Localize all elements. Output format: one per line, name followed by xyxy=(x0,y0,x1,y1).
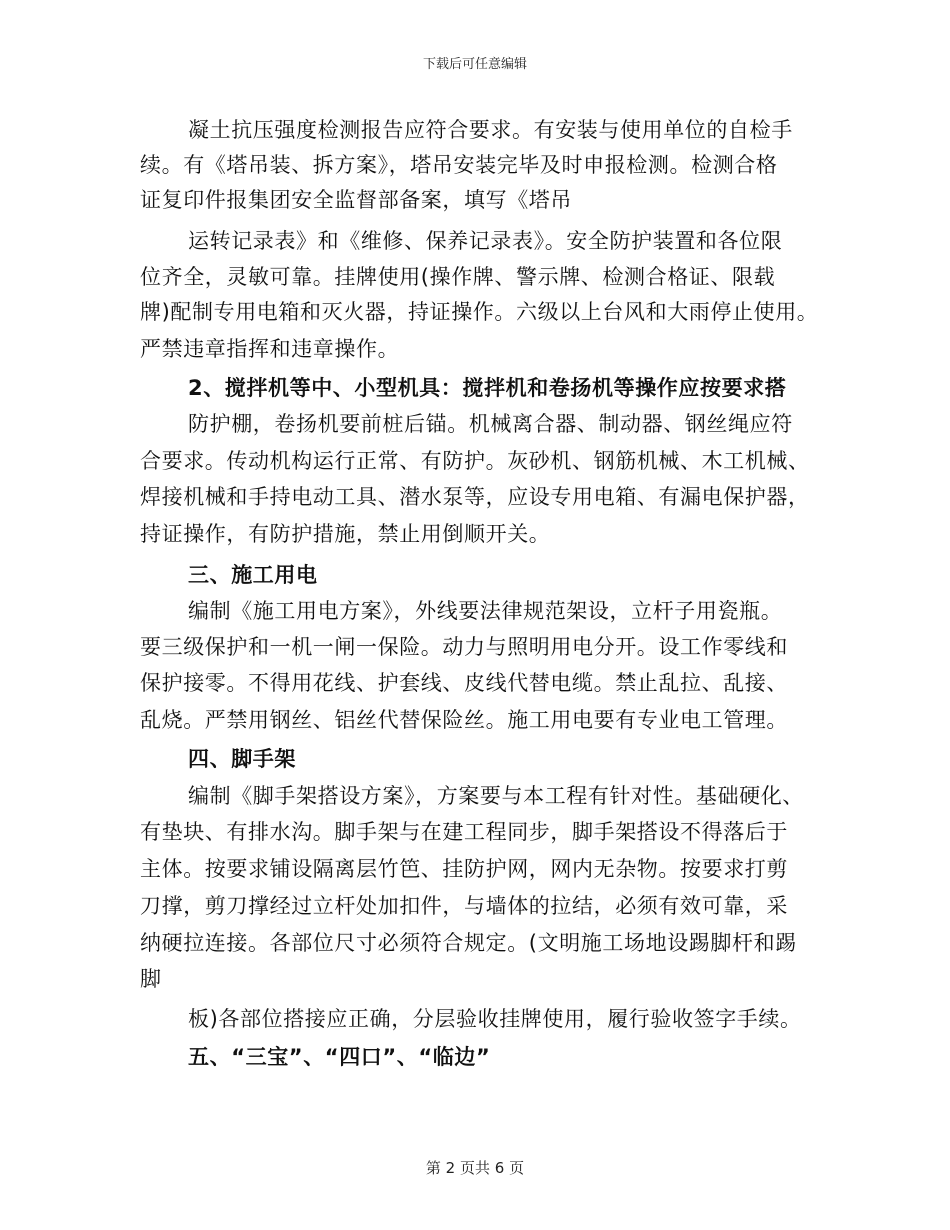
text-line: 有垫块、有排水沟。脚手架与在建工程同步，脚手架搭设不得落后于 xyxy=(140,820,788,844)
text-line: 刀撑，剪刀撑经过立杆处加扣件，与墙体的拉结，必须有效可靠，采 xyxy=(140,894,788,918)
text-line: 运转记录表》和《维修、保养记录表》。安全防护装置和各位限 xyxy=(188,229,783,253)
text-line: 要三级保护和一机一闸一保险。动力与照明用电分开。设工作零线和 xyxy=(140,635,788,659)
text-line: 编制《施工用电方案》，外线要法律规范架设，立杆子用瓷瓶。 xyxy=(188,599,783,623)
section-heading: 三、施工用电 xyxy=(188,563,318,587)
text-line: 板)各部位搭接应正确，分层验收挂牌使用，履行验收签字手续。 xyxy=(188,1007,802,1031)
text-line: 保护接零。不得用花线、护套线、皮线代替电缆。禁止乱拉、乱接、 xyxy=(140,671,788,695)
text-line: 防护棚，卷扬机要前桩后锚。机械离合器、制动器、钢丝绳应符 xyxy=(188,412,793,436)
text-line: 合要求。传动机构运行正常、有防护。灰砂机、钢筋机械、木工机械、 xyxy=(140,449,810,473)
text-line: 持证操作，有防护措施，禁止用倒顺开关。 xyxy=(140,522,551,546)
text-line: 乱烧。严禁用钢丝、铝丝代替保险丝。施工用电要有专业电工管理。 xyxy=(140,708,788,732)
text-line: 脚 xyxy=(140,967,162,991)
text-line: 证复印件报集团安全监督部备案，填写《塔吊 xyxy=(140,188,572,212)
section-heading: 五、“三宝”、“四口”、“临边” xyxy=(188,1045,491,1069)
page-header: 下载后可任意编辑 xyxy=(422,57,527,72)
text-line: 凝土抗压强度检测报告应符合要求。有安装与使用单位的自检手 xyxy=(188,118,793,142)
text-line: 续。有《塔吊装、拆方案》，塔吊安装完毕及时申报检测。检测合格 xyxy=(140,153,778,177)
text-line: 焊接机械和手持电动工具、潜水泵等，应设专用电箱、有漏电保护器， xyxy=(140,485,810,509)
text-line: 编制《脚手架搭设方案》，方案要与本工程有针对性。基础硬化、 xyxy=(188,784,804,808)
text-line: 主体。按要求铺设隔离层竹笆、挂防护网，网内无杂物。按要求打剪 xyxy=(140,857,788,881)
section-heading: 四、脚手架 xyxy=(188,747,296,771)
text-line: 纳硬拉连接。各部位尺寸必须符合规定。(文明施工场地设踢脚杆和踢 xyxy=(140,931,797,955)
text-line: 位齐全，灵敏可靠。挂牌使用(操作牌、警示牌、检测合格证、限载 xyxy=(140,265,776,289)
list-item-heading: 2、搅拌机等中、小型机具：搅拌机和卷扬机等操作应按要求搭 xyxy=(188,376,787,400)
page-footer: 第 2 页共 6 页 xyxy=(425,1159,525,1177)
text-line: 牌)配制专用电箱和灭火器，持证操作。六级以上台风和大雨停止使用。 xyxy=(140,300,819,324)
text-line: 严禁违章指挥和违章操作。 xyxy=(140,337,400,361)
